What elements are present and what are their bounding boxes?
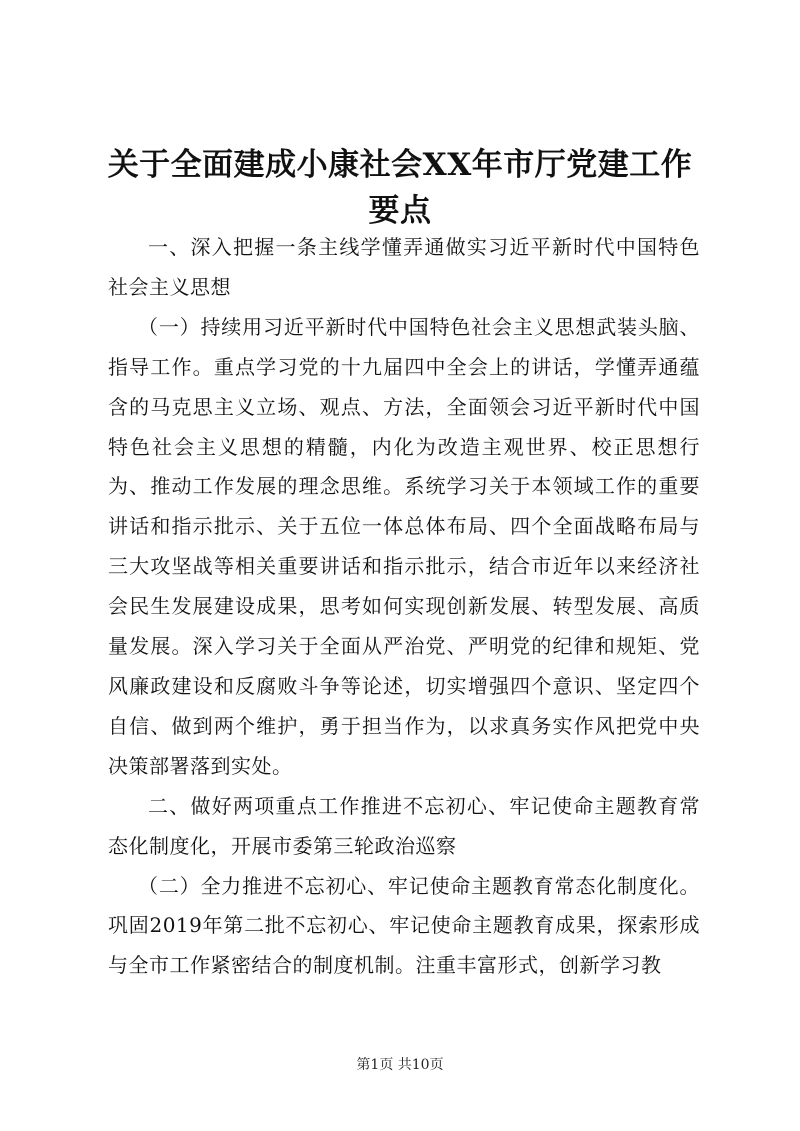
document-body [108,228,700,986]
section-heading-1: 一、深入把握一条主线学懂弄通做实习近平新时代中国特色社会主义思想 [108,235,700,299]
page-footer: 第1页 共10页 [356,1057,444,1073]
paragraph-1: （一）持续用习近平新时代中国特色社会主义思想武装头脑、指导工作。重点学习党的十九届四中全会上的讲话，学懂弄通蕴含的马克思主义立场、观点、方法，全面领会习近平新时代中国特色社会主义思想的精髓，内化为改造主观世界、校正思想行为、推动工作发展的理念思维。系统学习关于本领域工作的重要讲话和指示批示、关于五位一体总体布局、四个全面战略布局与三大攻坚战等相关重要讲话和指示批示，结合市近年以来经济社会民生发展建设成果，思考如何实现创新发展、转型发展、高质量发展。深入学习关于全面从严治党、严明党的纪律和规矩、党风廉政建设和反腐败斗争等论述，切实增强四个意识、坚定四个自信、做到两个维护，勇于担当作为，以求真务实作风把党中央决策部署落到实处。 [108,314,700,778]
section-heading-2: 二、做好两项重点工作推进不忘初心、牢记使命主题教育常态化制度化，开展市委第三轮政治巡察 [108,793,700,858]
document-title: 关于全面建成小康社会XX年市厅党建工作要点 [107,147,693,229]
paragraph-2: （二）全力推进不忘初心、牢记使命主题教育常态化制度化。巩固2019年第二批不忘初心、牢记使命主题教育成果，探索形成与全市工作紧密结合的制度机制。注重丰富形式，创新学习教 [108,873,700,978]
